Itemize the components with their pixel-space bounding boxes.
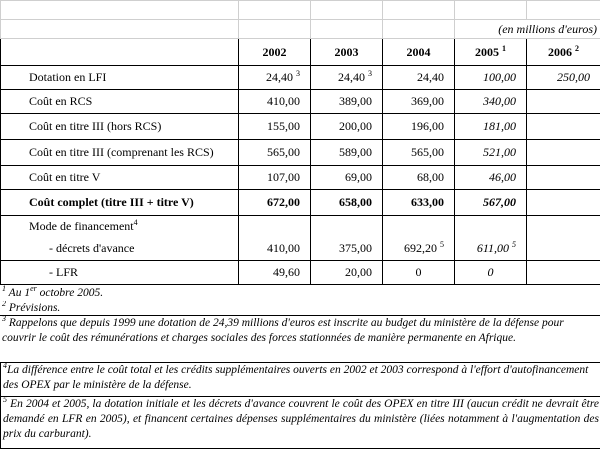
cell-value: 155,00 [239, 114, 311, 140]
cell-value: 658,00 [311, 190, 383, 216]
table-row [1, 66, 600, 90]
cell-value [527, 237, 600, 261]
cell-value: 24,40 $^3$ [311, 66, 383, 90]
cell-value [527, 140, 600, 166]
row-label: Coût en titre III (hors RCS) [1, 114, 239, 140]
cell-value: 200,00 [311, 114, 383, 140]
cell-value: 369,00 [383, 90, 455, 114]
year-header-2003: 2003 [311, 39, 383, 66]
footnote-2: $^2$ Prévisions. [2, 301, 61, 314]
year-header-row [1, 39, 600, 66]
cell-value: 68,00 [383, 166, 455, 190]
cell-value: 196,00 [383, 114, 455, 140]
table-row [1, 237, 600, 261]
year-header-2006: 2006 $^2$ [527, 39, 600, 66]
cell-value: 410,00 [239, 237, 311, 261]
table-row [1, 166, 600, 190]
blank-row [1, 1, 600, 20]
cell-value: 0 [455, 261, 527, 285]
cell-value: 521,00 [455, 140, 527, 166]
cell-value: 692,20 $^5$ [383, 237, 455, 261]
header-empty [1, 39, 239, 66]
table-row [1, 114, 600, 140]
year-header-2004: 2004 [383, 39, 455, 66]
cell-value: 46,00 [455, 166, 527, 190]
cell-value: 567,00 [455, 190, 527, 216]
year-header-2005: 2005 $^1$ [455, 39, 527, 66]
cell-value [527, 190, 600, 216]
unit-note: (en millions d'euros) [455, 20, 600, 39]
table-row-total [1, 190, 600, 216]
unit-row [1, 20, 600, 39]
cell-value: 24,40 $^3$ [239, 66, 311, 90]
cell-value: 69,00 [311, 166, 383, 190]
cell-value: 375,00 [311, 237, 383, 261]
cell-value [527, 261, 600, 285]
cell-value: 565,00 [383, 140, 455, 166]
cell-value: 100,00 [455, 66, 527, 90]
cell-value: 389,00 [311, 90, 383, 114]
cell-value: 633,00 [383, 190, 455, 216]
table-row [1, 90, 600, 114]
table-row [1, 140, 600, 166]
cell-value: 20,00 [311, 261, 383, 285]
cell-value [527, 166, 600, 190]
cell-value: 49,60 [239, 261, 311, 285]
year-header-2002: 2002 [239, 39, 311, 66]
cell-value: 107,00 [239, 166, 311, 190]
cell-value [527, 114, 600, 140]
cell-value: 410,00 [239, 90, 311, 114]
row-label: - LFR [1, 261, 239, 285]
table-row [1, 261, 600, 285]
cell-value: 611,00 $^5$ [455, 237, 527, 261]
cell-value: 181,00 [455, 114, 527, 140]
cell-value [527, 90, 600, 114]
footnote-4: $^4$La différence entre le coût total et les crédits supplémentaires ouverts en 2002 et 2003 correspond à l'effort d'autofinancement des OPEX par le ministère de la défense. [0, 362, 600, 397]
footnote-1: $^1$ Au 1er octobre 2005. [2, 284, 104, 299]
cell-value: 589,00 [311, 140, 383, 166]
row-label: Coût en titre V [1, 166, 239, 190]
row-label: Coût en RCS [1, 90, 239, 114]
cell-value: 0 [383, 261, 455, 285]
row-label: Mode de financement$^4$ [1, 216, 239, 237]
row-label: Coût complet (titre III + titre V) [1, 190, 239, 216]
row-label: - décrets d'avance [1, 237, 239, 261]
cell-value: 340,00 [455, 90, 527, 114]
cell-value: 565,00 [239, 140, 311, 166]
table-row [1, 216, 600, 237]
cell-value: 24,40 [383, 66, 455, 90]
row-label: Dotation en LFI [1, 66, 239, 90]
footnote-3: $^3$ Rappelons que depuis 1999 une dotation de 24,39 millions d'euros est inscrite au budget du ministère de la défense pour couvrir le coût des rémunérations et charges sociales des forces stationnées de manière permanente en Afrique. [0, 315, 600, 363]
cell-value: 672,00 [239, 190, 311, 216]
footnote-5: $^5$ En 2004 et 2005, la dotation initiale et les décrets d'avance couvrent le coût des OPEX en titre III (aucun crédit ne devrait être demandé en LFR en 2005), et financent certaines dépenses supplémentaires du ministère (liées notamment à l'augmentation des prix du carburant). [0, 396, 600, 449]
cell-value: 250,00 [527, 66, 600, 90]
row-label: Coût en titre III (comprenant les RCS) [1, 140, 239, 166]
